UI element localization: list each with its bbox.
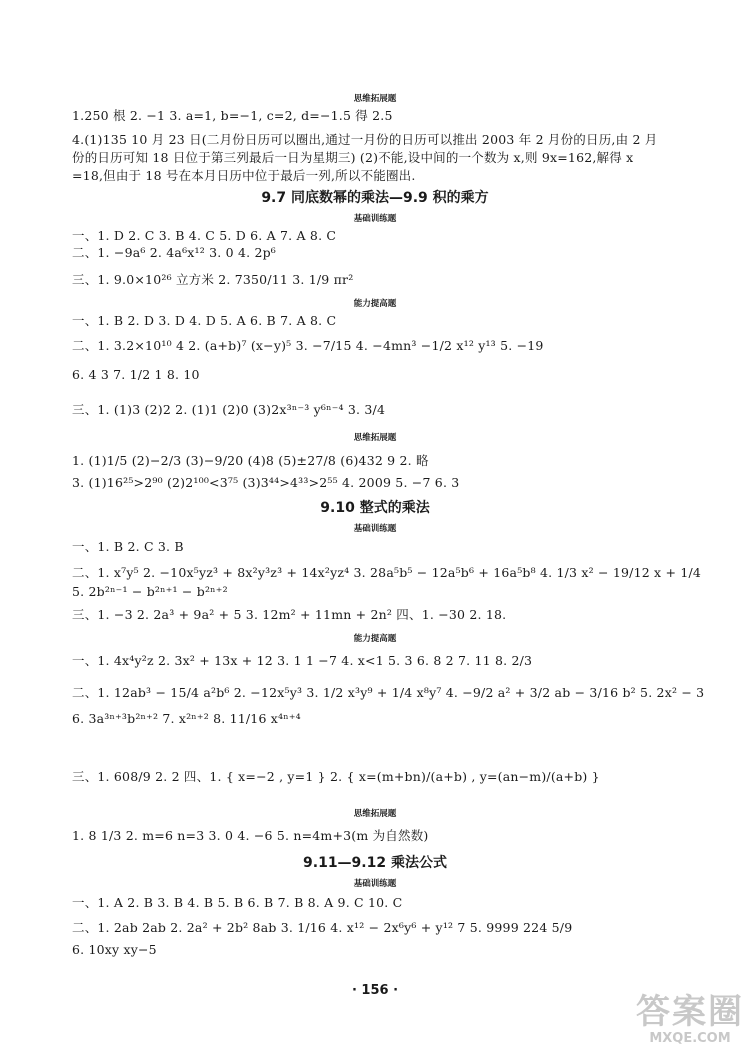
answer-line: 3. (1)16²⁵>2⁹⁰ (2)2¹⁰⁰<3⁷⁵ (3)3⁴⁴>4³³>2⁵⁵ 4. 2009 5. −7 6. 3 [72, 475, 460, 490]
answer-line: 一、1. 4x⁴y²z 2. 3x² + 13x + 12 3. 1 1 −7 4. x<1 5. 3 6. 8 2 7. 11 8. 2/3 [72, 653, 533, 668]
answer-line: 二、1. −9a⁶ 2. 4a⁶x¹² 3. 0 4. 2p⁶ [72, 245, 277, 260]
section-title: 9.11—9.12 乘法公式 [303, 855, 447, 871]
watermark-url: MXQE.COM [649, 1031, 731, 1046]
answer-line: 二、1. 3.2×10¹⁰ 4 2. (a+b)⁷ (x−y)⁵ 3. −7/15 4. −4mn³ −1/2 x¹² y¹³ 5. −19 [72, 338, 544, 353]
subsection-heading: 基础训练题 [353, 879, 397, 889]
answer-line: 6. 4 3 7. 1/2 1 8. 10 [72, 367, 200, 382]
subsection-heading: 基础训练题 [353, 214, 397, 224]
answer-line: 二、1. x⁷y⁵ 2. −10x⁵yz³ + 8x²y³z³ + 14x²yz⁴ 3. 28a⁵b⁵ − 12a⁵b⁶ + 16a⁵b⁸ 4. 1/3 x² − 19/12 x + 1/4 [72, 565, 702, 580]
answer-line: 份的日历可知 18 日位于第三列最后一日为星期三) (2)不能,设中间的一个数为 x,则 9x=162,解得 x [72, 150, 634, 165]
answer-line: =18,但由于 18 号在本月日历中位于最后一列,所以不能圈出. [72, 168, 416, 183]
subsection-heading: 思维拓展题 [353, 809, 397, 819]
answer-line: 三、1. 9.0×10²⁶ 立方米 2. 7350/11 3. 1/9 πr² [72, 272, 354, 287]
answer-line: 6. 10xy xy−5 [72, 942, 157, 957]
answer-line: 三、1. −3 2. 2a³ + 9a² + 5 3. 12m² + 11mn + 2n² 四、1. −30 2. 18. [72, 607, 507, 622]
subsection-heading: 基础训练题 [353, 524, 397, 534]
answer-line: 一、1. D 2. C 3. B 4. C 5. D 6. A 7. A 8. C [72, 228, 337, 243]
answer-line: 三、1. (1)3 (2)2 2. (1)1 (2)0 (3)2x³ⁿ⁻³ y⁶ⁿ⁻⁴ 3. 3/4 [72, 402, 386, 417]
answer-line: 4.(1)135 10 月 23 日(二月份日历可以圈出,通过一月份的日历可以推出 2003 年 2 月份的日历,由 2 月 [72, 132, 658, 147]
answer-line: 一、1. A 2. B 3. B 4. B 5. B 6. B 7. B 8. A 9. C 10. C [72, 895, 403, 910]
watermark-text: 答案圈 [636, 992, 744, 1032]
answer-line: 二、1. 12ab³ − 15/4 a²b⁶ 2. −12x⁵y³ 3. 1/2 x³y⁹ + 1/4 x⁸y⁷ 4. −9/2 a² + 3/2 ab − 3/16 b² 5. 2x² − 3 [72, 685, 705, 700]
answer-line: 6. 3a³ⁿ⁺³b²ⁿ⁺² 7. x²ⁿ⁺² 8. 11/16 x⁴ⁿ⁺⁴ [72, 711, 301, 726]
section-title: 9.7 同底数幂的乘法—9.9 积的乘方 [261, 190, 489, 206]
page-number: · 156 · [351, 983, 399, 998]
section-title: 9.10 整式的乘法 [320, 500, 430, 516]
answer-line: 一、1. B 2. D 3. D 4. D 5. A 6. B 7. A 8. C [72, 313, 337, 328]
subsection-heading: 思维拓展题 [353, 433, 397, 443]
answer-line: 1. 8 1/3 2. m=6 n=3 3. 0 4. −6 5. n=4m+3(m 为自然数) [72, 828, 429, 843]
subsection-heading: 能力提高题 [353, 634, 397, 644]
watermark-logo [636, 994, 744, 1048]
answer-line: 1.250 根 2. −1 3. a=1, b=−1, c=2, d=−1.5 得 2.5 [72, 108, 393, 123]
answer-line: 二、1. 2ab 2ab 2. 2a² + 2b² 8ab 3. 1/16 4. x¹² − 2x⁶y⁶ + y¹² 7 5. 9999 224 5/9 [72, 920, 573, 935]
subsection-heading: 思维拓展题 [353, 94, 397, 104]
answer-line: 5. 2b²ⁿ⁻¹ − b²ⁿ⁺¹ − b²ⁿ⁺² [72, 584, 228, 599]
answer-line: 1. (1)1/5 (2)−2/3 (3)−9/20 (4)8 (5)±27/8 (6)432 9 2. 略 [72, 453, 429, 468]
answer-line: 三、1. 608/9 2. 2 四、1. { x=−2 , y=1 } 2. { x=(m+bn)/(a+b) , y=(an−m)/(a+b) } [72, 769, 600, 784]
answer-line: 一、1. B 2. C 3. B [72, 539, 184, 554]
subsection-heading: 能力提高题 [353, 299, 397, 309]
